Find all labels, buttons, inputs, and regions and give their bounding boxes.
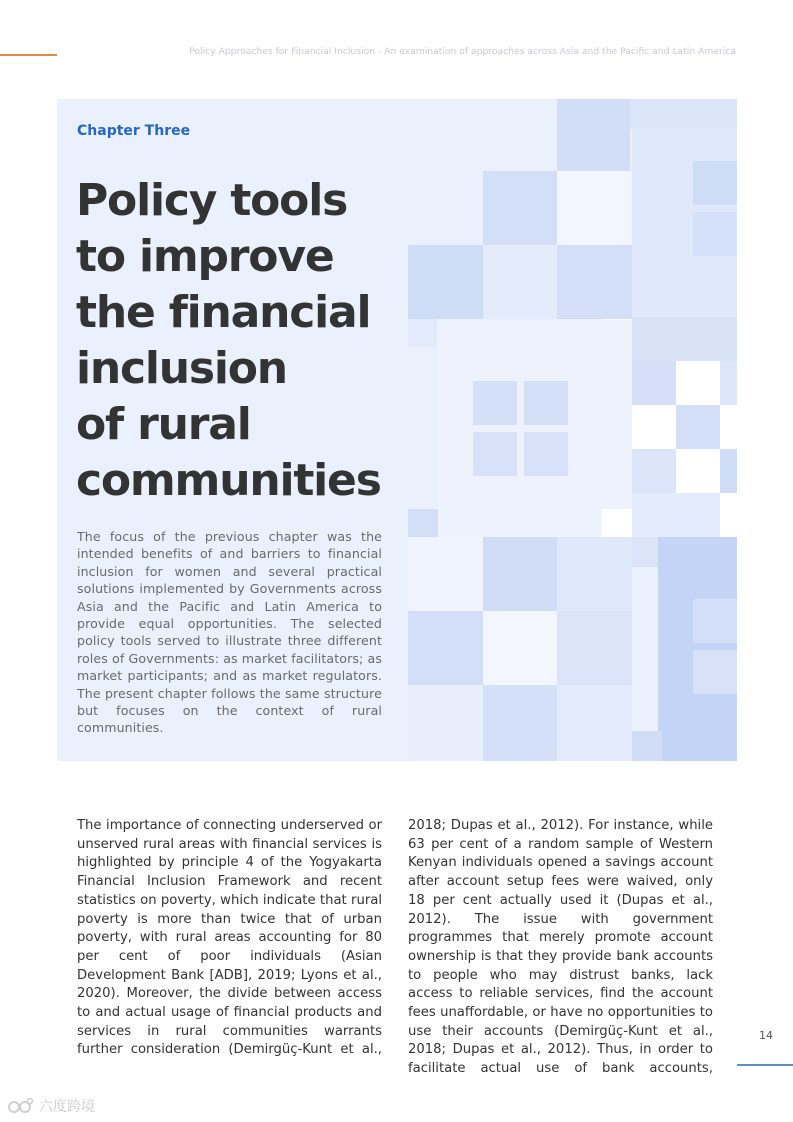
chapter-label: Chapter Three <box>77 123 191 139</box>
chapter-title <box>76 173 421 509</box>
chapter-title-line: the financial <box>76 287 371 338</box>
watermark-text: 六度跨境 <box>39 1099 95 1115</box>
chapter-title-line: to improve <box>76 231 334 282</box>
chapter-intro-paragraph: The focus of the previous chapter was the intended benefits of and barriers to financial inclusion for women and several practical solutions implemented by Governments across Asia and the Pacific and Latin America to provide equal opportunities. The selected policy tools served to illustrate three different roles of Governments: as market facilitators; as market participants; and as market regulators. The present chapter follows the same structure but focuses on the context of rural communities. <box>77 529 382 736</box>
header-accent-rule <box>0 54 57 56</box>
chapter-title-line: inclusion <box>76 343 287 394</box>
footer-accent-rule <box>737 1064 793 1066</box>
running-header: Policy Approaches for Financial Inclusion - An examination of approaches across Asia and the Pacific and Latin America <box>189 46 736 57</box>
page-number: 14 <box>759 1029 773 1042</box>
chapter-title-line: Policy tools <box>76 175 348 226</box>
watermark-logo-icon <box>8 1098 34 1114</box>
chapter-hero <box>57 99 737 761</box>
watermark <box>8 1096 95 1116</box>
chapter-title-line: communities <box>76 455 381 506</box>
body-column-right: 2018; Dupas et al., 2012). For instance, while 63 per cent of a random sample of Western Kenyan individuals opened a savings account after account setup fees were waived, only 18 per cent actually used it (Dupas et al., 2012). The issue with government programmes that merely promote account ownership is that they provide bank accounts to people who may distrust banks, lack access to reliable services, find the account fees unaffordable, or have no opportunities to use their accounts (Demirgüç-Kunt et al., 2018; Dupas et al., 2012). Thus, in order to facilitate actual use of bank accounts, <box>408 818 713 1077</box>
body-column-left: The importance of connecting underserved or unserved rural areas with financial services is highlighted by principle 4 of the Yogyakarta Financial Inclusion Framework and recent statistics on poverty, which indicate that rural poverty is more than twice that of urban poverty, with rural areas accounting for 80 per cent of poor individuals (Asian Development Bank [ADB], 2019; Lyons et al., 2020). Moreover, the divide between access to and actual usage of financial products and services in rural communities warrants further consideration (Demirgüç-Kunt et al., <box>77 818 382 1058</box>
chapter-title-line: of rural <box>76 399 251 450</box>
